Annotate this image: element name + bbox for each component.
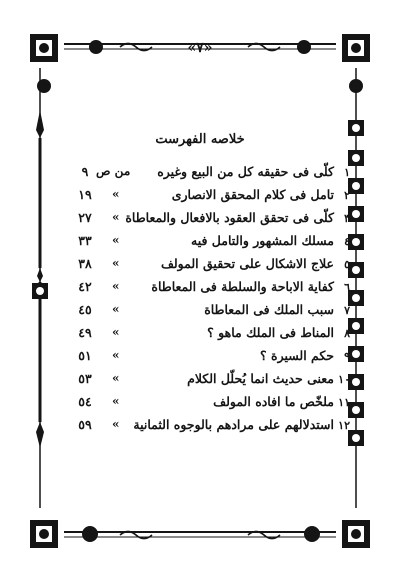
toc-title: خلاصه الفهرست bbox=[155, 132, 245, 147]
row-page-number: ٤٢ bbox=[78, 279, 92, 294]
row-page-number: ٣٨ bbox=[78, 256, 92, 271]
row-title: ملخّص ما افاده المولف bbox=[213, 394, 334, 409]
left-spear-ornament bbox=[36, 110, 44, 448]
row-title: مسلك المشهور والتامل فيه bbox=[191, 233, 334, 248]
toc-row bbox=[68, 346, 350, 369]
row-title: كفاية الاباحة والسلطة فى المعاطاة bbox=[151, 279, 334, 294]
row-title: تامل فى كلام المحقق الانصارى bbox=[171, 187, 334, 202]
corner-ornament-tl bbox=[30, 34, 58, 62]
row-ditto-mark: » bbox=[112, 417, 120, 431]
medallion-bottom-left bbox=[82, 526, 98, 542]
row-index: ١٠ bbox=[338, 373, 350, 386]
row-ditto-mark: » bbox=[112, 187, 120, 201]
row-title: كلّى فى حقيقه كل من البيع وغيره bbox=[157, 164, 334, 179]
toc-row bbox=[68, 231, 350, 254]
row-title: معنى حديث انما يُحلّل الكلام bbox=[187, 371, 334, 386]
row-ditto-mark: » bbox=[112, 302, 120, 316]
toc-row bbox=[68, 254, 350, 277]
toc-row bbox=[68, 208, 350, 231]
row-ditto-mark: من ص bbox=[96, 164, 131, 178]
row-page-number: ٢٧ bbox=[78, 210, 92, 225]
toc-row bbox=[68, 392, 350, 415]
row-ditto-mark: » bbox=[112, 394, 120, 408]
row-index: ٢ bbox=[344, 189, 350, 202]
toc-row bbox=[68, 415, 350, 438]
row-page-number: ١٩ bbox=[78, 187, 92, 202]
row-index: ٤ bbox=[344, 235, 350, 248]
row-index: ٧ bbox=[344, 304, 350, 317]
left-rosette bbox=[32, 283, 48, 299]
row-ditto-mark: » bbox=[112, 348, 120, 362]
row-ditto-mark: » bbox=[112, 371, 120, 385]
row-index: ٣ bbox=[344, 212, 350, 225]
row-page-number: ٥٩ bbox=[78, 417, 92, 432]
row-page-number: ٥٣ bbox=[78, 371, 92, 386]
toc-row bbox=[68, 162, 350, 185]
row-ditto-mark: » bbox=[112, 256, 120, 270]
medallion-bottom-right bbox=[304, 526, 320, 542]
row-index: ١١ bbox=[338, 396, 350, 409]
toc-row bbox=[68, 185, 350, 208]
row-title: حكم السيرة ؟ bbox=[260, 348, 334, 363]
row-title: كلّى فى تحقق العقود بالافعال والمعاطاة bbox=[125, 210, 334, 225]
row-page-number: ٣٣ bbox=[78, 233, 92, 248]
toc-row bbox=[68, 323, 350, 346]
row-ditto-mark: » bbox=[112, 279, 120, 293]
row-ditto-mark: » bbox=[112, 325, 120, 339]
row-page-number: ٤٥ bbox=[78, 302, 92, 317]
row-ditto-mark: » bbox=[112, 210, 120, 224]
toc-row bbox=[68, 369, 350, 392]
row-index: ٥ bbox=[344, 258, 350, 271]
row-page-number: ٥١ bbox=[78, 348, 92, 363]
row-ditto-mark: » bbox=[112, 233, 120, 247]
corner-ornament-tr bbox=[342, 34, 370, 62]
medallion-top-mid-right bbox=[297, 40, 311, 54]
row-index: ١٢ bbox=[338, 419, 350, 432]
row-page-number: ٤٩ bbox=[78, 325, 92, 340]
medallion-top-left bbox=[37, 79, 51, 93]
row-page-number: ٥٤ bbox=[78, 394, 92, 409]
row-index: ٩ bbox=[344, 350, 350, 363]
row-index: ٨ bbox=[344, 327, 350, 340]
toc-list bbox=[68, 162, 350, 438]
medallion-top-right bbox=[349, 79, 363, 93]
row-title: علاج الاشكال على تحقيق المولف bbox=[160, 256, 334, 271]
row-title: استدلالهم على مرادهم بالوجوه الثمانية bbox=[133, 417, 334, 432]
row-index: ٦ bbox=[344, 281, 350, 294]
row-page-number: ٩ bbox=[81, 164, 89, 179]
row-title: المناط فى الملك ماهو ؟ bbox=[207, 325, 334, 340]
corner-ornament-bl bbox=[30, 520, 58, 548]
row-index: ١ bbox=[344, 166, 350, 179]
corner-ornament-br bbox=[342, 520, 370, 548]
toc-row bbox=[68, 277, 350, 300]
medallion-top-mid-left bbox=[89, 40, 103, 54]
row-title: سبب الملك فى المعاطاة bbox=[204, 302, 334, 317]
toc-row bbox=[68, 300, 350, 323]
page-number: «٧» bbox=[187, 40, 213, 56]
